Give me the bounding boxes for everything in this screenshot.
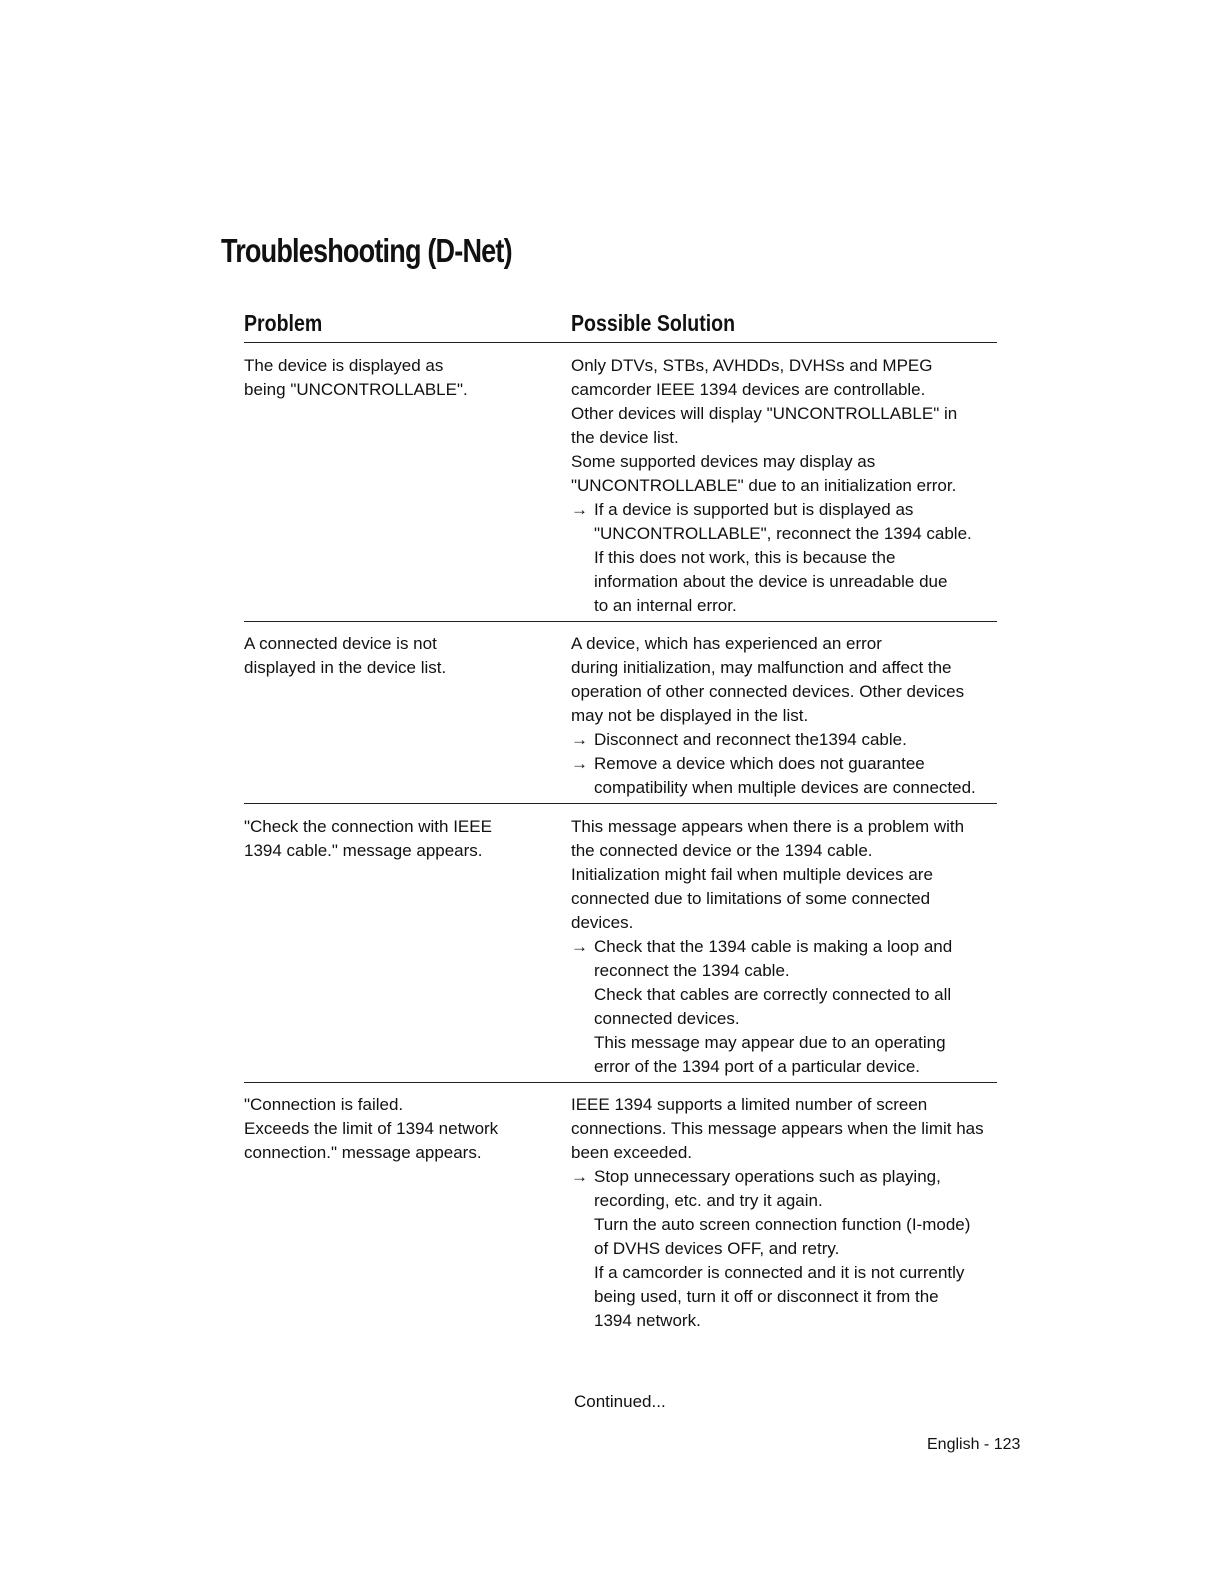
solution-line-text: 1394 network. xyxy=(594,1311,701,1330)
solution-line-text: been exceeded. xyxy=(571,1143,692,1162)
arrow-right-icon: → xyxy=(571,754,588,773)
solution-line-text: Initialization might fail when multiple devices are xyxy=(571,865,933,884)
solution-line-text: If this does not work, this is because the xyxy=(594,548,896,567)
solution-line-text: to an internal error. xyxy=(594,596,737,615)
solution-line xyxy=(571,1165,1001,1189)
solution-line xyxy=(571,887,1001,911)
solution-line xyxy=(571,1189,1001,1213)
page-title: Troubleshooting (D-Net) xyxy=(221,232,512,269)
solution-line xyxy=(571,656,1001,680)
table-row xyxy=(244,632,997,804)
solution-line xyxy=(571,450,1001,474)
solution-line xyxy=(571,752,1001,776)
solution-line xyxy=(571,1117,1001,1141)
solution-line-text: Check that the 1394 cable is making a loop and xyxy=(594,937,953,956)
header-divider xyxy=(244,342,997,343)
solution-line-text: Only DTVs, STBs, AVHDDs, DVHSs and MPEG xyxy=(571,356,933,375)
solution-line xyxy=(571,863,1001,887)
solution-line xyxy=(571,959,1001,983)
solution-cell xyxy=(571,1093,1001,1333)
solution-line xyxy=(571,911,1001,935)
solution-line-text: IEEE 1394 supports a limited number of screen xyxy=(571,1095,928,1114)
solution-line xyxy=(571,704,1001,728)
solution-line xyxy=(571,1141,1001,1165)
solution-line-text: operation of other connected devices. Other devices xyxy=(571,682,965,701)
solution-line-text: during initialization, may malfunction and affect the xyxy=(571,658,952,677)
solution-line-text: recording, etc. and try it again. xyxy=(594,1191,823,1210)
problem-cell: The device is displayed as being "UNCONTROLLABLE". xyxy=(244,356,468,399)
solution-line-text: If a camcorder is connected and it is not currently xyxy=(594,1263,965,1282)
solution-line xyxy=(571,983,1001,1007)
table-row xyxy=(244,815,997,1083)
solution-line-text: Remove a device which does not guarantee xyxy=(594,754,925,773)
solution-line xyxy=(571,632,1001,656)
solution-line-text: connected devices. xyxy=(594,1009,740,1028)
solution-line-text: This message appears when there is a problem with xyxy=(571,817,965,836)
solution-line xyxy=(571,1237,1001,1261)
solution-cell xyxy=(571,815,1001,1079)
solution-line xyxy=(571,1213,1001,1237)
solution-line-text: may not be displayed in the list. xyxy=(571,706,809,725)
solution-line xyxy=(571,1261,1001,1285)
solution-cell xyxy=(571,632,1001,800)
table-row xyxy=(244,1093,997,1335)
solution-line-text: error of the 1394 port of a particular device. xyxy=(594,1057,921,1076)
solution-line-text: connections. This message appears when the limit has xyxy=(571,1119,984,1138)
solution-line-text: information about the device is unreadable due xyxy=(594,572,948,591)
solution-line xyxy=(571,570,1001,594)
solution-line xyxy=(571,815,1001,839)
arrow-right-icon: → xyxy=(571,500,588,519)
solution-line-text: Check that cables are correctly connected to all xyxy=(594,985,952,1004)
table-row xyxy=(244,354,997,622)
arrow-right-icon: → xyxy=(571,1167,588,1186)
solution-line-text: reconnect the 1394 cable. xyxy=(594,961,790,980)
solution-line-text: Other devices will display "UNCONTROLLABLE" in xyxy=(571,404,958,423)
page-number: English - 123 xyxy=(927,1436,1021,1453)
problem-cell: "Check the connection with IEEE 1394 cable." message appears. xyxy=(244,817,492,860)
arrow-right-icon: → xyxy=(571,937,588,956)
row-divider xyxy=(244,1082,997,1083)
solution-line xyxy=(571,402,1001,426)
solution-line xyxy=(571,1031,1001,1055)
solution-line-text: If a device is supported but is displayed as xyxy=(594,500,914,519)
solution-line-text: of DVHS devices OFF, and retry. xyxy=(594,1239,840,1258)
solution-line xyxy=(571,546,1001,570)
solution-line-text: A device, which has experienced an error xyxy=(571,634,882,653)
solution-line-text: Some supported devices may display as xyxy=(571,452,876,471)
row-divider xyxy=(244,621,997,622)
problem-cell: "Connection is failed. Exceeds the limit of 1394 network connection." message appears. xyxy=(244,1095,499,1162)
solution-line xyxy=(571,1093,1001,1117)
row-divider xyxy=(244,803,997,804)
solution-line xyxy=(571,498,1001,522)
solution-line-text: being used, turn it off or disconnect it from the xyxy=(594,1287,939,1306)
solution-line-text: connected due to limitations of some connected xyxy=(571,889,931,908)
solution-line-text: compatibility when multiple devices are connected. xyxy=(594,778,976,797)
solution-line xyxy=(571,680,1001,704)
solution-line-text: the connected device or the 1394 cable. xyxy=(571,841,873,860)
arrow-right-icon: → xyxy=(571,730,588,749)
solution-line xyxy=(571,426,1001,450)
solution-line xyxy=(571,1285,1001,1309)
solution-line xyxy=(571,1007,1001,1031)
solution-line xyxy=(571,1309,1001,1333)
solution-line-text: This message may appear due to an operating xyxy=(594,1033,946,1052)
solution-line xyxy=(571,474,1001,498)
solution-line xyxy=(571,522,1001,546)
solution-line xyxy=(571,776,1001,800)
solution-line xyxy=(571,594,1001,618)
solution-column-header: Possible Solution xyxy=(571,310,736,336)
solution-line xyxy=(571,839,1001,863)
continued-note: Continued... xyxy=(574,1392,666,1411)
solution-line-text: Disconnect and reconnect the1394 cable. xyxy=(594,730,907,749)
solution-line xyxy=(571,728,1001,752)
solution-line-text: devices. xyxy=(571,913,634,932)
solution-line-text: "UNCONTROLLABLE" due to an initialization error. xyxy=(571,476,957,495)
solution-line xyxy=(571,1055,1001,1079)
solution-line-text: "UNCONTROLLABLE", reconnect the 1394 cable. xyxy=(594,524,972,543)
solution-cell xyxy=(571,354,1001,618)
solution-line xyxy=(571,378,1001,402)
solution-line-text: Stop unnecessary operations such as playing, xyxy=(594,1167,941,1186)
solution-line xyxy=(571,354,1001,378)
solution-line xyxy=(571,935,1001,959)
problem-column-header: Problem xyxy=(244,310,323,336)
solution-line-text: Turn the auto screen connection function (I-mode) xyxy=(594,1215,971,1234)
problem-cell: A connected device is not displayed in the device list. xyxy=(244,634,447,677)
solution-line-text: camcorder IEEE 1394 devices are controllable. xyxy=(571,380,926,399)
solution-line-text: the device list. xyxy=(571,428,679,447)
